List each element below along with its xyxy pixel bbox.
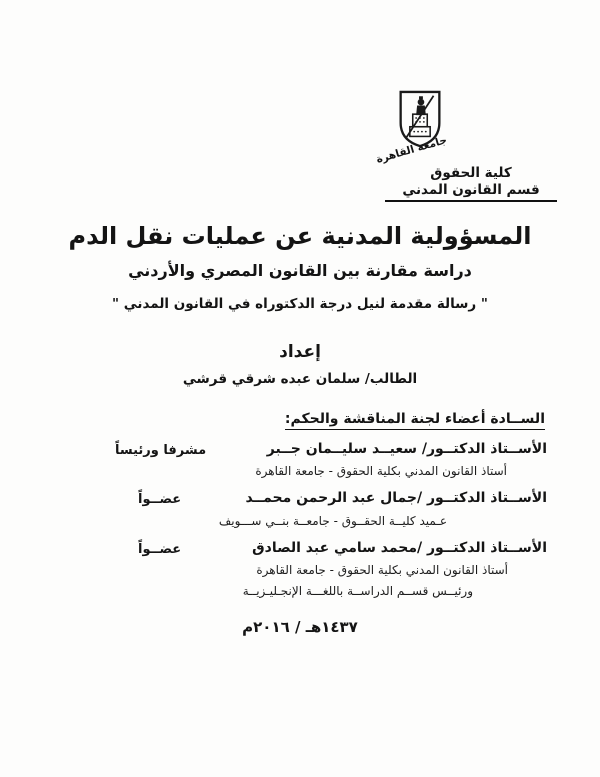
thesis-note: " رسالة مقدمة لنيل درجة الدكتوراه في القانون المدني " — [112, 296, 488, 312]
committee-heading: الســادة أعضاء لجنة المناقشة والحكم: — [285, 411, 545, 430]
university-name-calligraphy: جامعة القاهرة — [374, 134, 449, 166]
faculty-name: كلية الحقوق — [430, 165, 512, 181]
committee-member-name: الأســتاذ الدكتــور/ سعيــد سليــمان جــبر — [266, 441, 547, 457]
student-name: الطالب/ سلمان عبده شرقي قرشي — [182, 371, 418, 387]
committee-member-role: عضــواً — [138, 492, 182, 507]
committee-member-description: أستاذ القانون المدني بكلية الحقوق - جامعة القاهرة — [255, 464, 507, 478]
prepared-by-heading: إعداد — [279, 342, 321, 362]
thesis-title: المسؤولية المدنية عن عمليات نقل الدم — [68, 222, 532, 250]
committee-member-name: الأســتاذ الدكتــور /جمال عبد الرحمن محمــد — [245, 490, 547, 506]
committee-member-role: مشرفا ورئيساً — [115, 443, 207, 458]
department-name: قسم القانون المدني — [385, 182, 557, 202]
committee-member-description: أستاذ القانون المدني بكلية الحقوق - جامعة القاهرة — [256, 563, 508, 577]
committee-member-description: عـميد كليــة الحقــوق - جامعــة بنــي ســـويف — [218, 514, 447, 528]
thesis-subtitle: دراسة مقارنة بين القانون المصري والأردني — [128, 261, 472, 280]
publication-date: ١٤٣٧هـ / ٢٠١٦م — [242, 618, 358, 636]
committee-member-role: عضــواً — [138, 542, 182, 557]
committee-member-description: ورئيــس قســم الدراســة باللغـــة الإنجـليـزيــة — [242, 584, 473, 598]
committee-member-name: الأســتاذ الدكتــور /محمد سامي عبد الصادق — [252, 540, 547, 556]
